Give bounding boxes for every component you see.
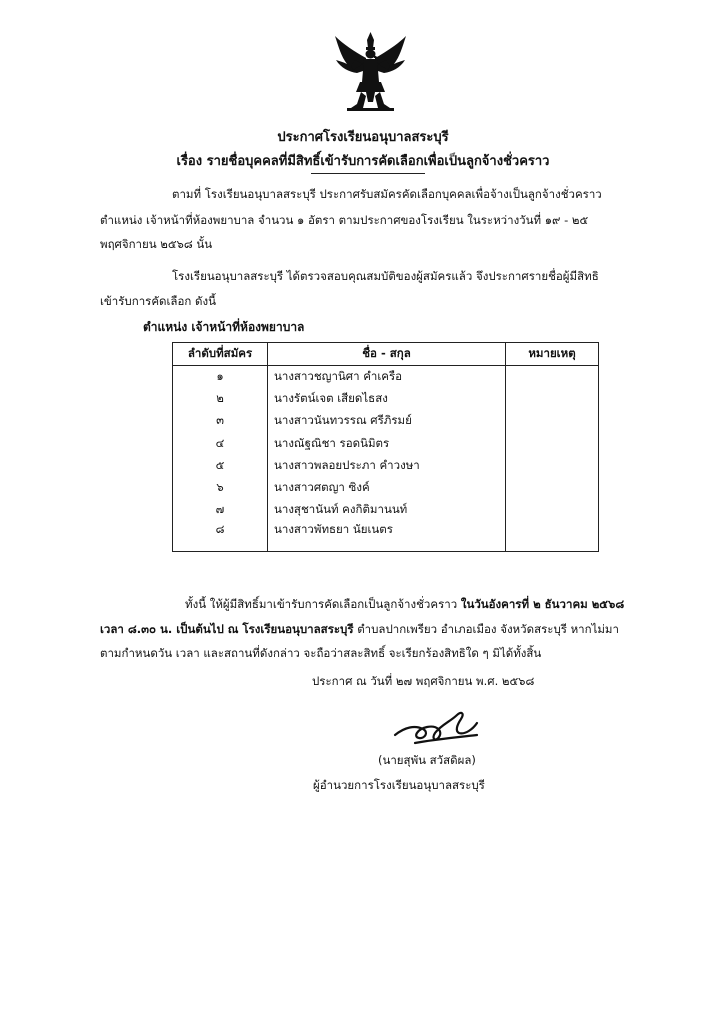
row-name: นางรัตน์เจต เสียดไธสง [268, 388, 506, 410]
header-number: ลำดับที่สมัคร [173, 343, 268, 366]
schedule-date: ในวันอังคารที่ ๒ ธันวาคม ๒๕๖๘ [460, 597, 625, 611]
row-note [506, 499, 599, 521]
table-row [173, 455, 599, 477]
signer-position: ผู้อำนวยการโรงเรียนอนุบาลสระบุรี [313, 778, 485, 792]
row-name: นางสาวศตญา ซิงค์ [268, 477, 506, 499]
row-name: นางสาวพัทธยา นัยเนตร [268, 521, 506, 552]
check-line-1: โรงเรียนอนุบาลสระบุรี ได้ตรวจสอบคุณสมบัติของผู้สมัครแล้ว จึงประกาศรายชื่อผู้มีสิทธิ [172, 269, 599, 283]
table-row [173, 388, 599, 410]
row-note [506, 410, 599, 432]
schedule-line-3: ตามกำหนดวัน เวลา และสถานที่ดังกล่าว จะถือว่าสละสิทธิ์ จะเรียกร้องสิทธิใด ๆ มิได้ทั้งสิ้น [100, 646, 542, 660]
position-heading: ตำแหน่ง เจ้าหน้าที่ห้องพยาบาล [143, 320, 305, 334]
header-name: ชื่อ - สกุล [268, 343, 506, 366]
header-note: หมายเหตุ [506, 343, 599, 366]
row-name: นางสุชานันท์ คงกิติมานนท์ [268, 499, 506, 521]
schedule-line-2 [100, 617, 619, 641]
row-name: นางสาวพลอยประภา คำวงษา [268, 455, 506, 477]
row-number: ๘ [173, 521, 268, 552]
row-number: ๖ [173, 477, 268, 499]
row-note [506, 366, 599, 389]
row-note [506, 455, 599, 477]
table-row [173, 366, 599, 389]
row-number: ๓ [173, 410, 268, 432]
schedule-line-2-text: ตำบลปากเพรียว อำเภอเมือง จังหวัดสระบุรี หากไม่มา [353, 622, 619, 636]
row-note [506, 388, 599, 410]
table-row [173, 433, 599, 455]
row-number: ๒ [173, 388, 268, 410]
check-line-2: เข้ารับการคัดเลือก ดังนี้ [100, 294, 216, 308]
row-name: นางสาวชญานิศา คำเครือ [268, 366, 506, 389]
row-note [506, 477, 599, 499]
row-number: ๗ [173, 499, 268, 521]
intro-line-3: พฤศจิกายน ๒๕๖๘ นั้น [100, 237, 213, 251]
intro-line-1: ตามที่ โรงเรียนอนุบาลสระบุรี ประกาศรับสมัครคัดเลือกบุคคลเพื่อจ้างเป็นลูกจ้างชั่วคราว [172, 187, 602, 201]
candidate-table [172, 342, 599, 552]
table-row [173, 499, 599, 521]
announcement-subject: เรื่อง รายชื่อบุคคลที่มีสิทธิ์เข้ารับการคัดเลือกเพื่อเป็นลูกจ้างชั่วคราว [176, 154, 550, 169]
table-row [173, 410, 599, 432]
schedule-line-1 [185, 592, 624, 616]
signer-name: (นายสุพัน สวัสดิผล) [378, 753, 476, 767]
schedule-time-place: เวลา ๘.๓๐ น. เป็นต้นไป ณ โรงเรียนอนุบาลสระบุรี [100, 622, 354, 636]
table-row [173, 477, 599, 499]
row-note [506, 521, 599, 552]
announcement-title: ประกาศโรงเรียนอนุบาลสระบุรี [277, 130, 449, 145]
row-name: นางสาวนันทวรรณ ศรีภิรมย์ [268, 410, 506, 432]
announce-date: ประกาศ ณ วันที่ ๒๗ พฤศจิกายน พ.ศ. ๒๕๖๘ [312, 674, 535, 688]
table-header-row [173, 343, 599, 366]
intro-line-2: ตำแหน่ง เจ้าหน้าที่ห้องพยาบาล จำนวน ๑ อัตรา ตามประกาศของโรงเรียน ในระหว่างวันที่ ๑๙ - ๒๕ [100, 213, 589, 227]
table-row [173, 521, 599, 552]
title-divider [311, 173, 425, 174]
row-number: ๑ [173, 366, 268, 389]
schedule-line-1-text: ทั้งนี้ ให้ผู้มีสิทธิ์มาเข้ารับการคัดเลือกเป็นลูกจ้างชั่วคราว [185, 597, 461, 611]
garuda-emblem-icon [333, 30, 408, 115]
row-name: นางณัฐณิชา รอดนิมิตร [268, 433, 506, 455]
row-number: ๕ [173, 455, 268, 477]
row-note [506, 433, 599, 455]
signature-icon [385, 705, 495, 755]
row-number: ๔ [173, 433, 268, 455]
